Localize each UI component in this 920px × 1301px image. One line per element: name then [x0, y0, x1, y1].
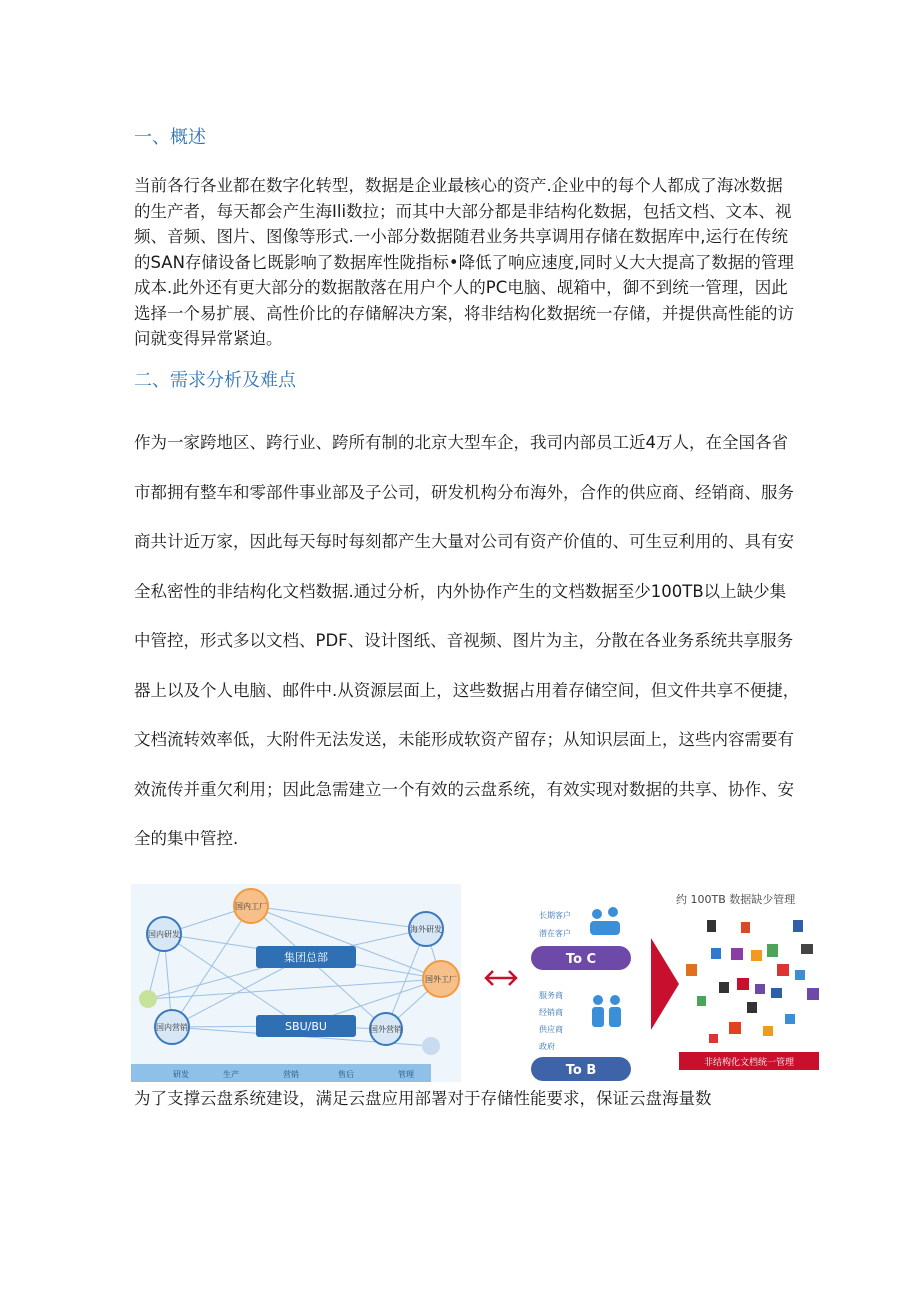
svg-text:国内研发: 国内研发: [148, 930, 180, 939]
data-title: 约 100TB 数据缺少管理: [676, 893, 796, 906]
svg-text:国内营销: 国内营销: [156, 1023, 188, 1032]
tab-aftersales: 售后: [338, 1070, 354, 1079]
toc-label: To C: [565, 952, 597, 967]
section-3-body: 为了支撑云盘系统建设，满足云盘应用部署对于存储性能要求，保证云盘海量数: [134, 1089, 712, 1108]
network-node-overseas-rd: [409, 912, 443, 946]
sbu-label: SBU/BU: [285, 1020, 327, 1033]
network-node-domestic-rd: [147, 917, 181, 951]
network-node-domestic-marketing: [155, 1010, 189, 1044]
svg-text:国内工厂: 国内工厂: [235, 902, 267, 911]
tab-management: 管理: [398, 1070, 414, 1079]
network-node-overseas-factory: [423, 961, 459, 997]
svg-text:国外工厂: 国外工厂: [425, 975, 457, 984]
tob-item-4: 政府: [539, 1042, 555, 1051]
tob-item-1: 服务商: [539, 991, 563, 1000]
banner-label: 非结构化文档统一管理: [703, 1058, 795, 1068]
tob-item-3: 供应商: [539, 1025, 563, 1034]
tab-rd: 研发: [173, 1070, 189, 1079]
green-dot: [139, 990, 157, 1008]
tab-marketing: 营销: [283, 1070, 299, 1079]
section-2-title: 二、需求分析及难点: [134, 370, 296, 391]
hq-label: 集团总部: [284, 951, 328, 964]
network-node-overseas-marketing: [370, 1013, 402, 1045]
tob-label: To B: [565, 1063, 597, 1078]
toc-item-1: 长期客户: [539, 911, 571, 920]
svg-text:海外研发: 海外研发: [410, 925, 442, 934]
section-1-title: 一、概述: [134, 127, 206, 148]
tab-production: 生产: [223, 1070, 239, 1079]
section-2-body: 作为一家跨地区、跨行业、跨所有制的北京大型车企，我司内部员工近4万人，在全国各省市都拥有整车和零部件事业部及子公司，研发机构分布海外，合作的供应商、经销商、服务商共计近万家，因此每天每时每刻都产生大量对公司有资产价值的、可生豆利用的、具有安全私密性的非结构化文档数据.通过分析，内外协作产生的文档数据至少100TB以上缺少集中管控，形式多以文档、PDF、设计图纸、音视频、图片为主，分散在各业务系统共享服务器上以及个人电脑、邮件中.从资源层面上，这些数据占用着存储空间，但文件共享不便捷，文档流转效率低，大附件无法发送，未能形成软资产留存；从知识层面上，这些内容需要有效流传并重欠利用；因此急需建立一个有效的云盘系统，有效实现对数据的共享、协作、安全的集中管控.: [134, 433, 800, 848]
toc-item-2: 潜在客户: [539, 929, 571, 938]
blue-dot: [422, 1037, 440, 1055]
architecture-figure: [131, 884, 827, 1082]
section-1-body: 当前各行各业都在数字化转型，数据是企业最核心的资产.企业中的每个人都成了海冰数据的生产者，每天都会产生海Ili数拉；而其中大部分都是非结构化数据，包括文档、文本、视频、音频、图片、图像等形式.一小部分数据随君业务共享调用存储在数据库中,运行在传统的SAN存储设备匕既影响了数据库性陇指标•降低了响应速度,同时乂大大提高了数据的管理成本.此外还有更大部分的数据散落在用户个人的PC电脑、觇箱中，御不到统一管理，因此选择一个易扩展、高性价比的存储解决方案，将非结构化数据统一存储，并提供高性能的访问就变得异常紧迫。: [134, 176, 794, 348]
network-node-domestic-factory: [234, 889, 268, 923]
svg-text:国外营销: 国外营销: [370, 1025, 402, 1034]
network-panel: [131, 884, 461, 1082]
tob-item-2: 经销商: [539, 1008, 563, 1017]
